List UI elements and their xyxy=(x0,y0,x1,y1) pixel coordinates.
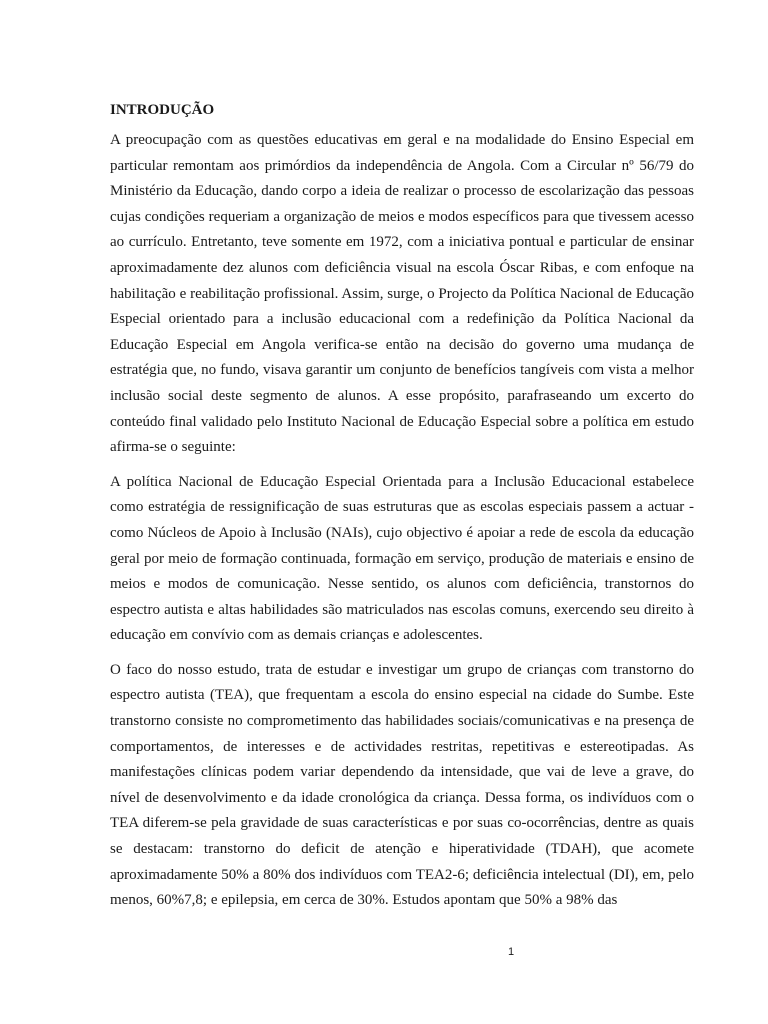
page-number: 1 xyxy=(508,946,515,958)
paragraph-study-focus: O faco do nosso estudo, trata de estudar e investigar um grupo de crianças com transtorno do espectro autista (TEA), que frequentam a escola do ensino especial na cidade do Sumbe. Este transtorno consiste no comprometimento das habilidades sociais/comunicativas e na presença de comportamentos, de interesses e de actividades restritas, repetitivas e estereotipadas. As manifestações clínicas podem variar dependendo da intensidade, que vai de leve a grave, do nível de desenvolvimento e da idade cronológica da criança. Dessa forma, os indivíduos com o TEA diferem-se pela gravidade de suas características e por suas co-ocorrências, dentre as quais se destacam: transtorno do deficit de atenção e hiperatividade (TDAH), que acomete aproximadamente 50% a 80% dos indivíduos com TEA2-6; deficiência intelectual (DI), em, pelo menos, 60%7,8; e epilepsia, em cerca de 30%. Estudos apontam que 50% a 98% das xyxy=(110,661,694,909)
paragraph-inclusion-policy: A política Nacional de Educação Especial Orientada para a Inclusão Educacional estabelece como estratégia de ressignificação de suas estruturas que as escolas especiais passem a actuar -como Núcleos de Apoio à Inclusão (NAIs), cujo objectivo é apoiar a rede de escola da educação geral por meio de formação continuada, formação em serviço, produção de materiais e ensino de meios e modos de comunicação. Nesse sentido, os alunos com deficiência, transtornos do espectro autista e altas habilidades são matriculados nas escolas comuns, exercendo seu direito à educação em convívio com as demais crianças e adolescentes. xyxy=(110,473,694,644)
section-heading: INTRODUÇÃO xyxy=(110,102,215,118)
paragraph-introduction-history: A preocupação com as questões educativas em geral e na modalidade do Ensino Especial em particular remontam aos primórdios da independência de Angola. Com a Circular nº 56/79 do Ministério da Educação, dando corpo a ideia de realizar o processo de escolarização das pessoas cujas condições requeriam a organização de meios e modos específicos para que tivessem acesso ao currículo. Entretanto, teve somente em 1972, com a iniciativa pontual e particular de ensinar aproximadamente dez alunos com deficiência visual na escola Óscar Ribas, e com enfoque na habilitação e reabilitação profissional. Assim, surge, o Projecto da Política Nacional de Educação Especial orientado para a inclusão educacional com a redefinição da Política Nacional da Educação Especial em Angola verifica-se então na decisão do governo uma mudança de estratégia que, no fundo, visava garantir um conjunto de benefícios tangíveis com vista a melhor inclusão social deste segmento de alunos. A esse propósito, parafraseando um excerto do conteúdo final validado pelo Instituto Nacional de Educação Especial sobre a política em estudo afirma-se o seguinte: xyxy=(110,132,694,456)
document-page xyxy=(110,100,694,923)
